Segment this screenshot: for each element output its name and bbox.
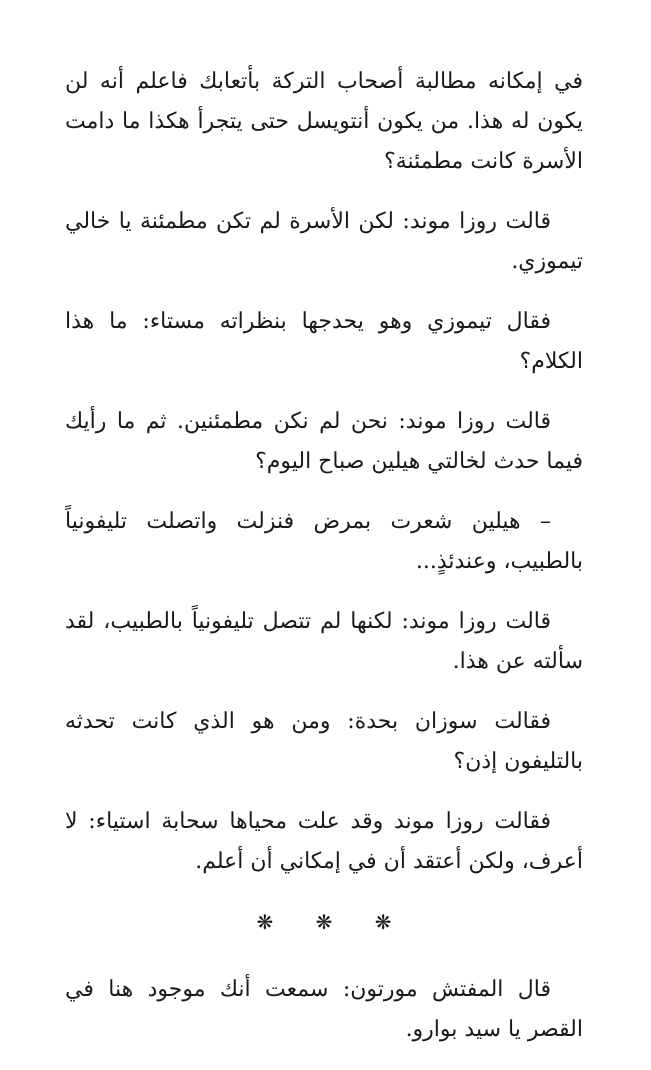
book-page xyxy=(65,62,583,1070)
paragraph-8: فقالت روزا موند وقد علت محياها سحابة استياء: لا أعرف، ولكن أعتقد أن في إمكاني أن أعلم. xyxy=(65,809,583,874)
paragraph-5: – هيلين شعرت بمرض فنزلت واتصلت تليفونياً بالطبيب، وعندئذٍ... xyxy=(65,509,583,574)
paragraph-3: فقال تيموزي وهو يحدجها بنظراته مستاء: ما هذا الكلام؟ xyxy=(65,309,583,374)
paragraph-2: قالت روزا موند: لكن الأسرة لم تكن مطمئنة يا خالي تيموزي. xyxy=(65,209,583,274)
paragraph-9: قال المفتش مورتون: سمعت أنك موجود هنا في القصر يا سيد بوارو. xyxy=(65,977,583,1042)
section-separator: ❋ ❋ ❋ xyxy=(256,910,410,934)
paragraph-6: قالت روزا موند: لكنها لم تتصل تليفونياً بالطبيب، لقد سألته عن هذا. xyxy=(65,609,583,674)
paragraph-1: في إمكانه مطالبة أصحاب التركة بأتعابك فاعلم أنه لن يكون له هذا. من يكون أنتويسل حتى يتجرأ هكذا ما دامت الأسرة كانت مطمئنة؟ xyxy=(65,69,583,174)
paragraph-4: قالت روزا موند: نحن لم نكن مطمئنين. ثم ما رأيك فيما حدث لخالتي هيلين صباح اليوم؟ xyxy=(65,409,583,474)
paragraph-7: فقالت سوزان بحدة: ومن هو الذي كانت تحدثه بالتليفون إذن؟ xyxy=(65,709,583,774)
